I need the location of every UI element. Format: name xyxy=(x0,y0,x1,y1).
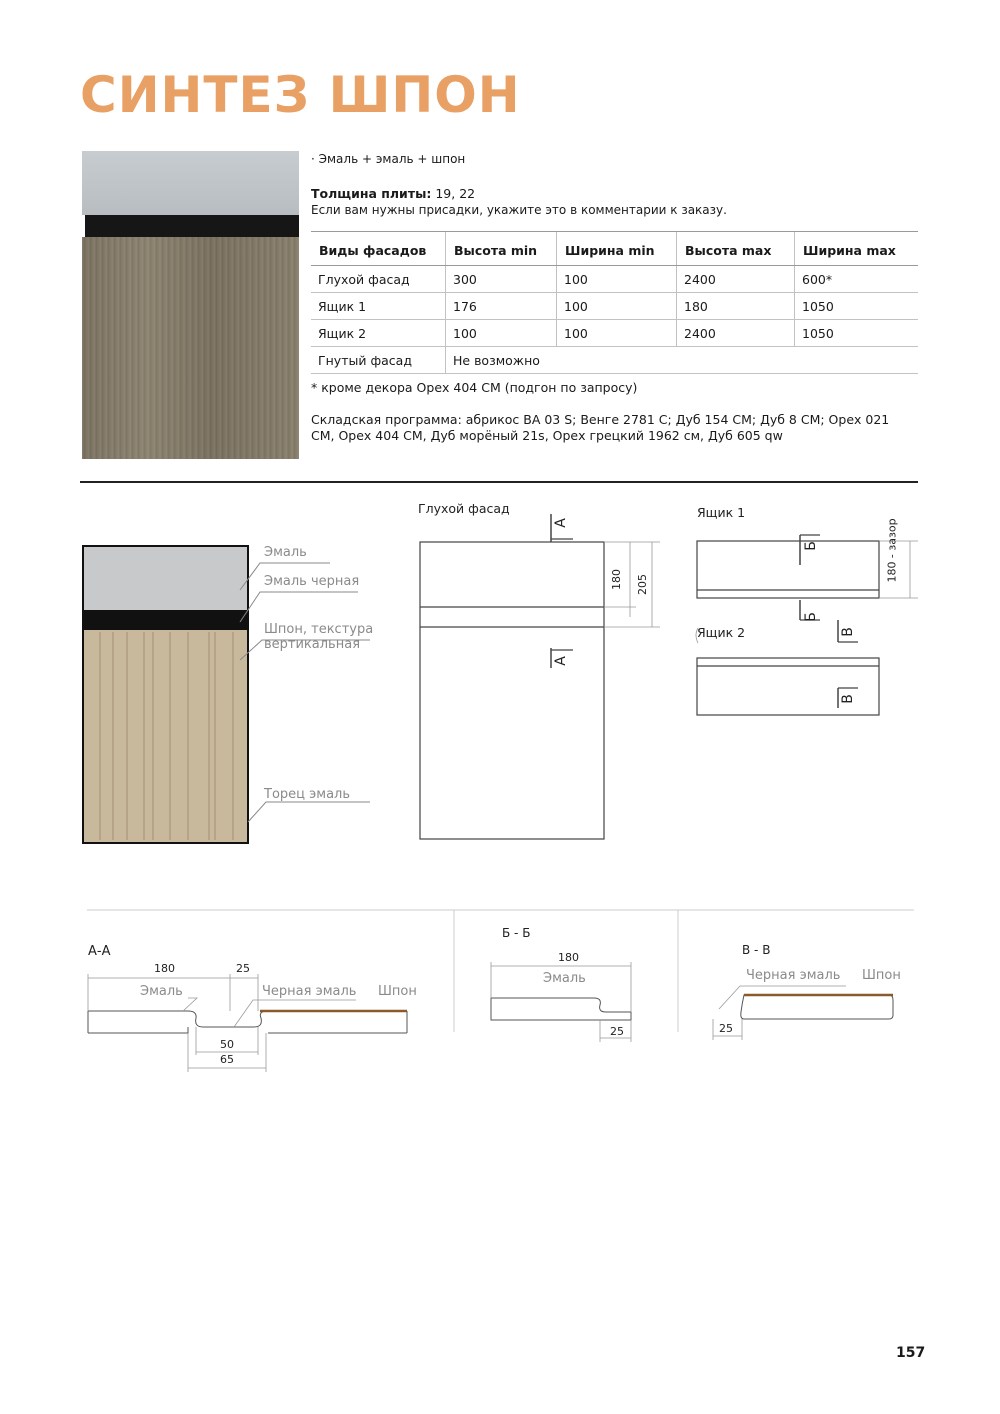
bb-label-enamel: Эмаль xyxy=(543,971,586,986)
cut-v-top: В xyxy=(839,627,856,637)
table-cell: 100 xyxy=(446,320,557,347)
section-bb-title: Б - Б xyxy=(502,926,531,940)
table-cell: 600* xyxy=(795,266,919,293)
page-number: 157 xyxy=(896,1345,926,1361)
table-cell: 2400 xyxy=(677,266,795,293)
dim-205: 205 xyxy=(636,574,649,595)
table-header: Ширина min xyxy=(557,232,677,266)
cut-b-bottom: Б xyxy=(802,612,819,622)
aa-label-enamel: Эмаль xyxy=(140,984,183,999)
table-cell: 2400 xyxy=(677,320,795,347)
vv-label-black-enamel: Черная эмаль xyxy=(746,968,841,983)
bb-dim-25: 25 xyxy=(610,1025,624,1038)
aa-dim-180: 180 xyxy=(154,962,175,975)
blind-facade-drawing xyxy=(420,514,660,839)
table-cell: Глухой фасад xyxy=(311,266,446,293)
leader-lines xyxy=(240,563,370,822)
cut-a-bottom: А xyxy=(552,656,569,666)
section-vv-drawing xyxy=(713,986,893,1040)
label-enamel: Эмаль xyxy=(264,545,307,560)
table-cell: 1050 xyxy=(795,320,919,347)
table-cell: Ящик 1 xyxy=(311,293,446,320)
label-edge-enamel: Торец эмаль xyxy=(264,787,351,802)
table-header: Ширина max xyxy=(795,232,919,266)
bb-dim-180: 180 xyxy=(558,951,579,964)
vv-dim-25: 25 xyxy=(719,1022,733,1035)
table-cell: Гнутый фасад xyxy=(311,347,446,374)
aa-label-veneer: Шпон xyxy=(378,984,417,999)
cut-v-bottom: В xyxy=(839,694,856,704)
table-cell: 100 xyxy=(557,266,677,293)
table-cell: 300 xyxy=(446,266,557,293)
vv-label-veneer: Шпон xyxy=(862,968,901,983)
drawer1-title: Ящик 1 xyxy=(697,505,746,520)
cut-a-top: А xyxy=(552,518,569,528)
section-vv-title: В - В xyxy=(742,943,771,957)
aa-dim-65: 65 xyxy=(220,1053,234,1066)
section-aa-drawing xyxy=(88,974,407,1072)
table-cell: 176 xyxy=(446,293,557,320)
composition-bullet: · Эмаль + эмаль + шпон xyxy=(311,152,466,166)
aa-label-black-enamel: Черная эмаль xyxy=(262,984,357,999)
section-aa-title: А-А xyxy=(88,944,111,959)
aa-dim-50: 50 xyxy=(220,1038,234,1051)
table-cell: Ящик 2 xyxy=(311,320,446,347)
footnote: * кроме декора Орех 404 СМ (подгон по запросу) xyxy=(311,380,638,395)
layer-black-enamel xyxy=(83,610,248,630)
thickness-value: 19, 22 xyxy=(431,186,476,201)
layer-veneer xyxy=(83,630,248,843)
table-cell: 100 xyxy=(557,320,677,347)
label-black-enamel: Эмаль черная xyxy=(264,574,360,589)
dim-180-gap: 180 - зазор xyxy=(885,518,899,583)
stock-program: Складская программа: абрикос BA 03 S; Венге 2781 С; Дуб 154 СМ; Дуб 8 СМ; Орех 021 СМ, Орех 404 СМ, Дуб морёный 21s, Орех грецкий 1962 см, Дуб 605 qw xyxy=(311,412,890,443)
label-veneer-texture: Шпон, текстура xyxy=(264,622,374,637)
table-cell: Не возможно xyxy=(446,347,919,374)
aa-dim-25: 25 xyxy=(236,962,250,975)
cut-b-top: Б xyxy=(802,541,819,551)
drilling-note: Если вам нужны присадки, укажите это в комментарии к заказу. xyxy=(311,203,727,217)
thickness-label: Толщина плиты: xyxy=(311,186,432,201)
table-header: Виды фасадов xyxy=(311,232,446,266)
table-cell: 100 xyxy=(557,293,677,320)
drawer2-title: Ящик 2 xyxy=(697,625,746,640)
dim-180: 180 xyxy=(610,569,623,590)
table-cell: 1050 xyxy=(795,293,919,320)
table-header: Высота max xyxy=(677,232,795,266)
layer-enamel xyxy=(83,546,248,610)
page-title: СИНТЕЗ ШПОН xyxy=(80,66,521,124)
table-header: Высота min xyxy=(446,232,557,266)
label-veneer-vertical: вертикальная xyxy=(264,637,361,652)
blind-facade-title: Глухой фасад xyxy=(418,501,510,516)
table-cell: 180 xyxy=(677,293,795,320)
